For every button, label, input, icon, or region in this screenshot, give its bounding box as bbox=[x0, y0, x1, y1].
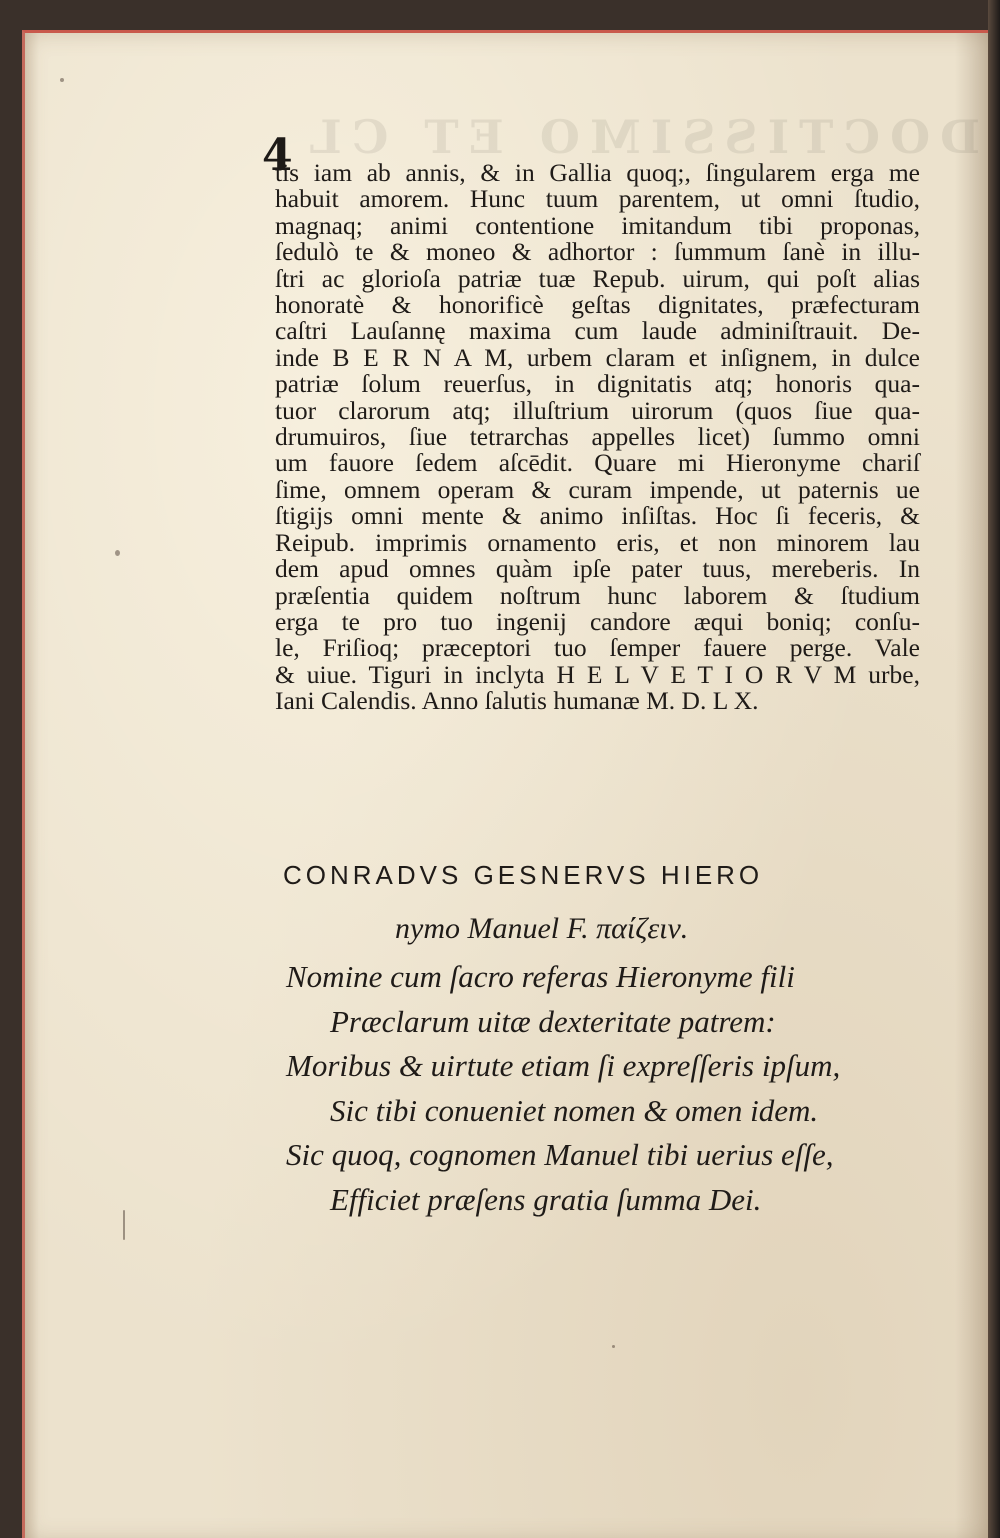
book-spine-edge bbox=[988, 0, 1000, 1538]
letter-line: tuor clarorum atq; illuſtrium uirorum (quos ſiue qua- bbox=[275, 395, 920, 425]
letter-line: tis iam ab annis, & in Gallia quoq;, ſingularem erga me bbox=[275, 158, 920, 187]
epigram-heading: CONRADVS GESNERVS HIERO bbox=[283, 860, 764, 890]
verse-line: Sic tibi conueniet nomen & omen idem. bbox=[330, 1092, 819, 1128]
letter-line: ſtri ac glorioſa patriæ tuæ Repub. uirum, qui poſt alias bbox=[275, 263, 920, 293]
letter-line: um fauore ſedem aſcēdit. Quare mi Hieronyme chariſ bbox=[275, 448, 920, 478]
verse-line: Nomine cum ſacro referas Hieronyme fili bbox=[286, 959, 795, 994]
epigram-heading-continued: nymo Manuel F. παίζειν. bbox=[395, 912, 689, 945]
paper-speck bbox=[123, 1210, 125, 1240]
letter-line: ſedulò te & moneo & adhortor : ſummum ſanè in illu- bbox=[275, 237, 920, 267]
verse-line: Sic quoq, cognomen Manuel tibi uerius eſſe, bbox=[286, 1137, 834, 1172]
letter-line: ſtigijs omni mente & animo inſiſtas. Hoc ſi feceris, & bbox=[275, 501, 920, 531]
letter-body bbox=[275, 160, 920, 715]
epigram-verses bbox=[286, 955, 936, 1222]
page-number: 4 bbox=[262, 130, 293, 181]
verse-line: Præclarum uitæ dexteritate patrem: bbox=[330, 1003, 776, 1039]
paper-speck bbox=[612, 1345, 615, 1348]
letter-line: le, Friſioq; præceptori tuo ſemper fauere perge. Vale bbox=[275, 633, 920, 663]
paper-speck bbox=[115, 550, 120, 556]
letter-line: Iani Calendis. Anno ſalutis humanæ M. D. L X. bbox=[275, 686, 759, 716]
letter-line: Reipub. imprimis ornamento eris, et non minorem lau bbox=[275, 527, 920, 557]
letter-line: honoratè & honorificè geſtas dignitates, præfecturam bbox=[275, 290, 920, 320]
verse-line: Moribus & uirtute etiam ſi expreſſeris ipſum, bbox=[286, 1048, 841, 1083]
paper-speck bbox=[60, 78, 64, 82]
letter-line: patriæ ſolum reuerſus, in dignitatis atq; honoris qua- bbox=[275, 369, 920, 399]
letter-line: ſime, omnem operam & curam impende, ut paternis ue bbox=[275, 474, 920, 504]
letter-line: magnaq; animi contentione imitandum tibi proponas, bbox=[275, 210, 920, 240]
letter-line: & uiue. Tiguri in inclyta H E L V E T I O R V M urbe, bbox=[275, 659, 920, 689]
verse-line: Efficiet præſens gratia ſumma Dei. bbox=[330, 1181, 762, 1217]
letter-line: inde B E R N A M, urbem claram et inſignem, in dulce bbox=[275, 342, 920, 372]
bleed-through-text: DOCTISSIMO ET CL bbox=[299, 110, 980, 164]
letter-line: dem apud omnes quàm ipſe pater tuus, mereberis. In bbox=[275, 554, 920, 584]
letter-line: caſtri Lauſannę maxima cum laude adminiſtrauit. De- bbox=[275, 316, 920, 346]
letter-line: drumuiros, ſiue tetrarchas appelles licet) ſummo omni bbox=[275, 422, 920, 452]
letter-line: erga te pro tuo ingenij candore æqui boniq; conſu- bbox=[275, 606, 920, 636]
letter-line: præſentia quidem noſtrum hunc laborem & ſtudium bbox=[275, 580, 920, 610]
letter-line: habuit amorem. Hunc tuum parentem, ut omni ſtudio, bbox=[275, 184, 920, 214]
